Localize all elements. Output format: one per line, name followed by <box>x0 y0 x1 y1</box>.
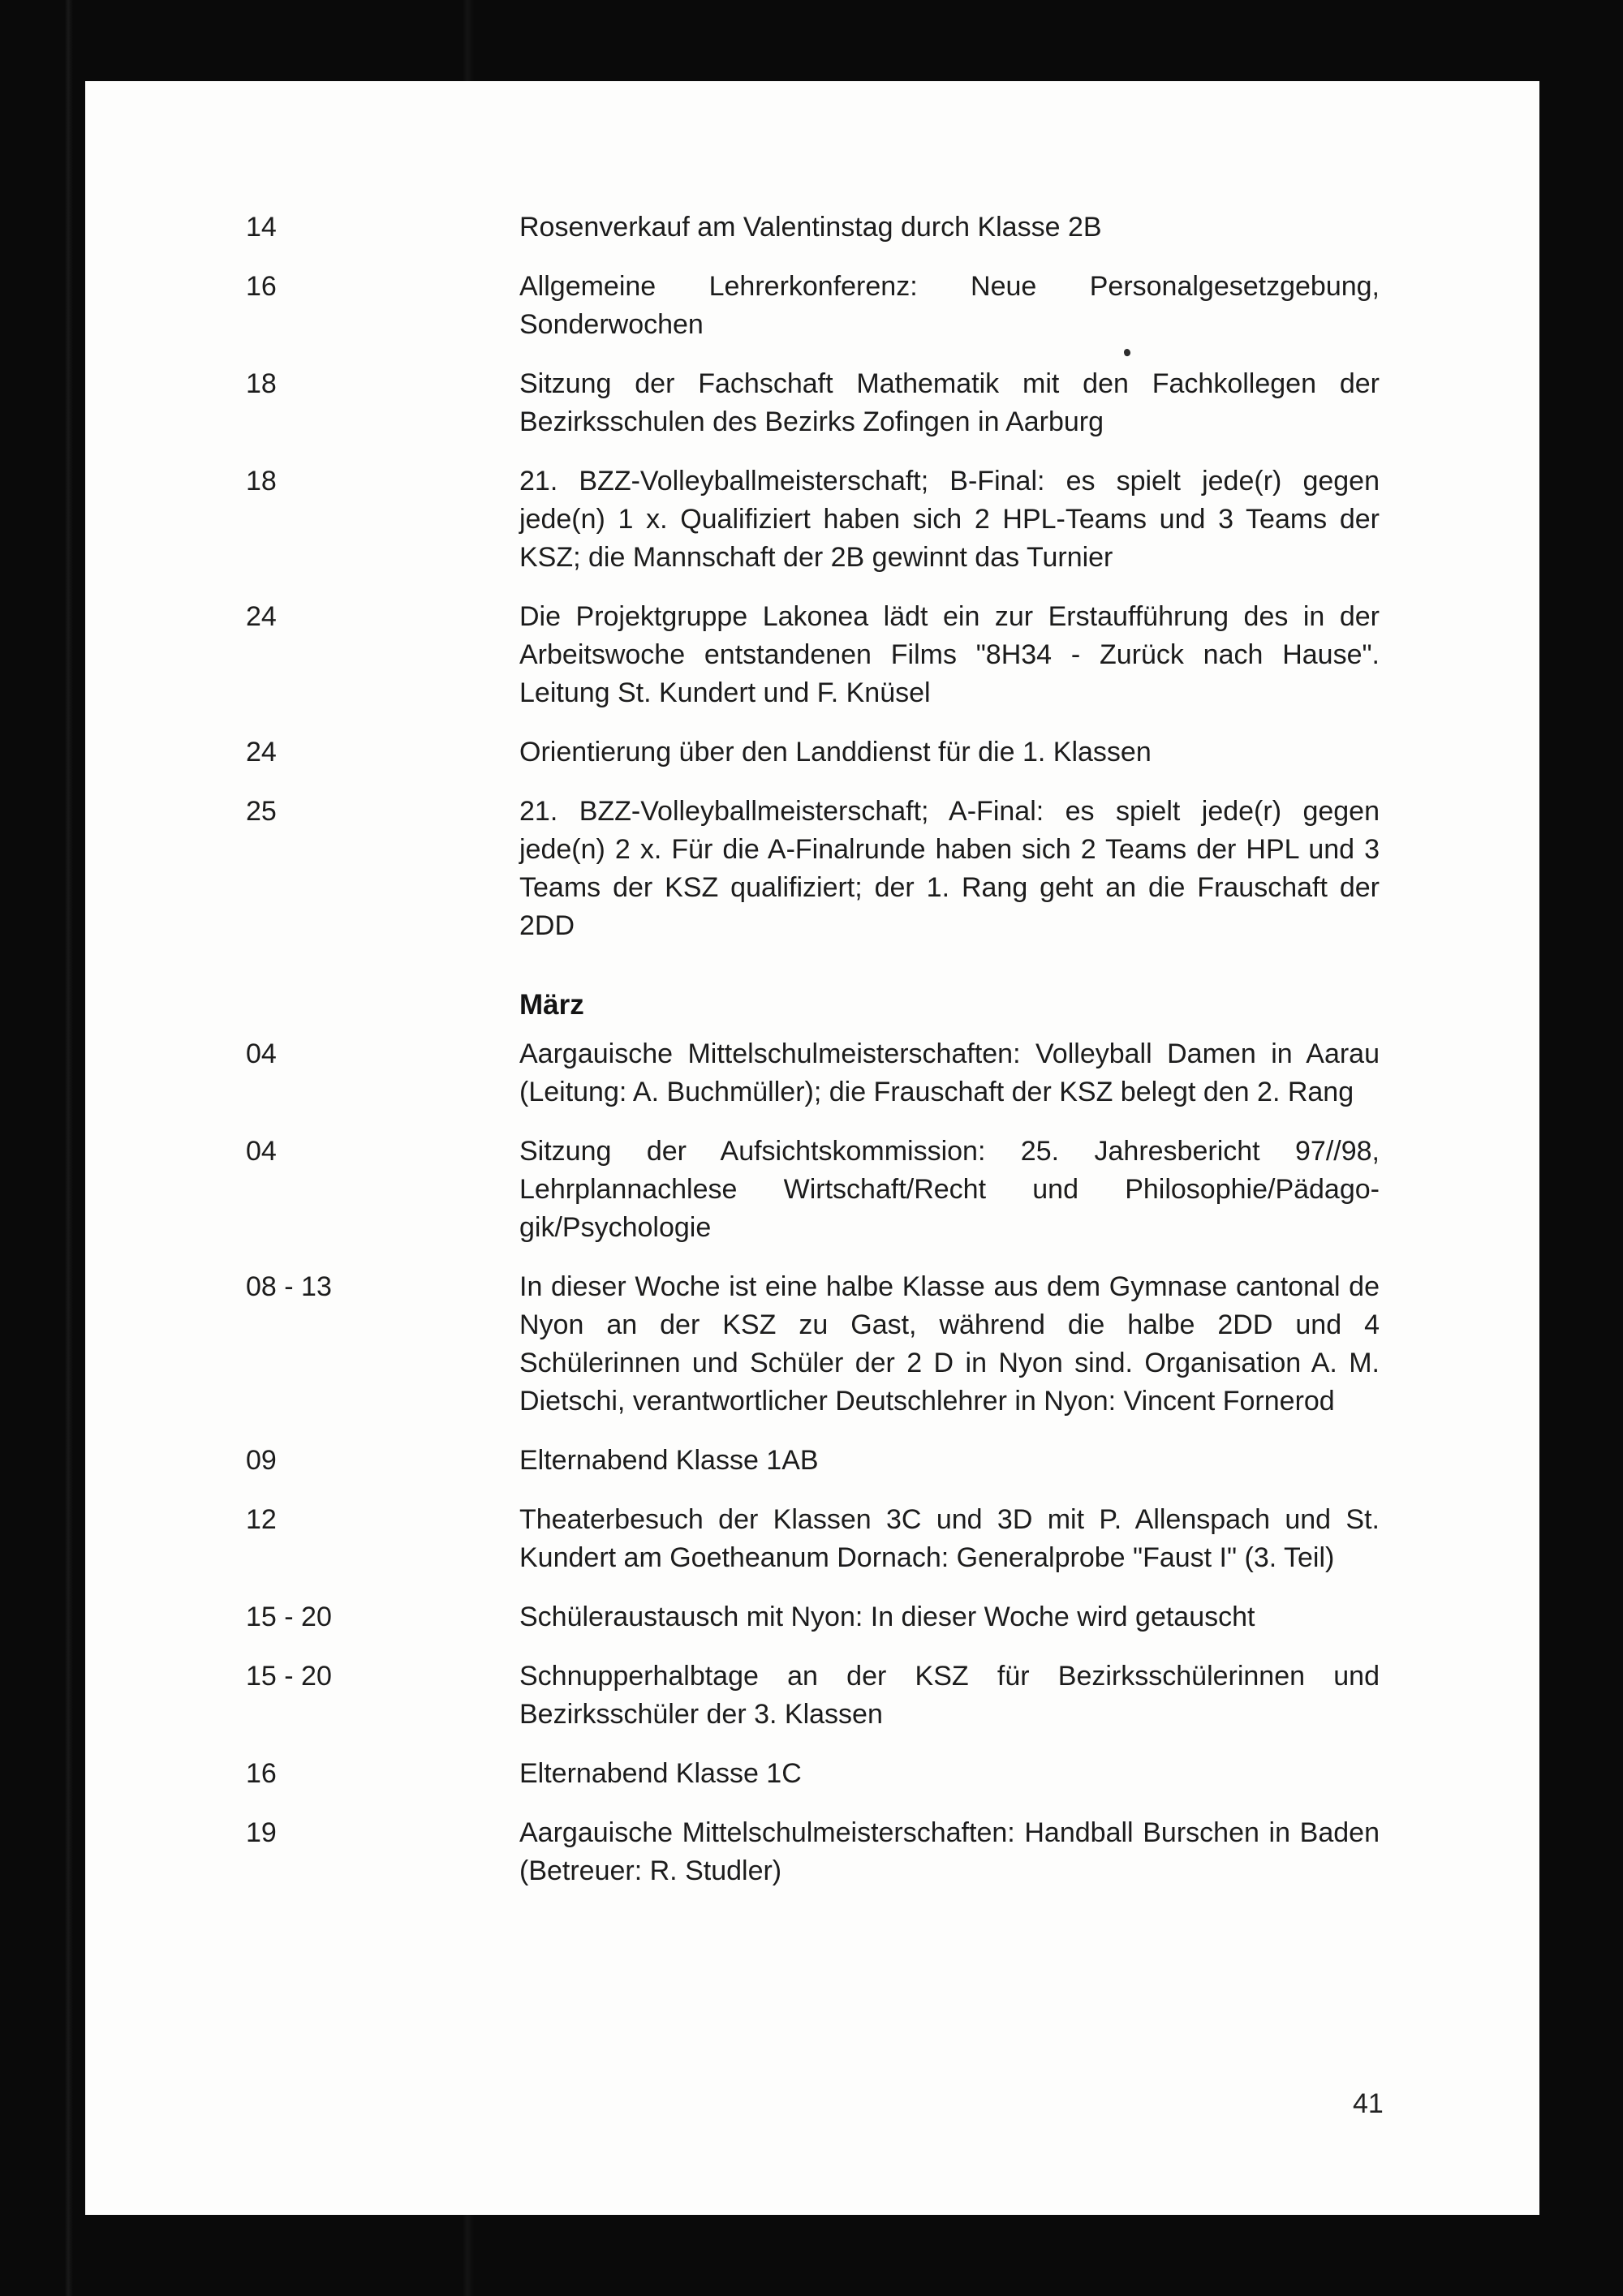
event-row <box>246 598 1384 712</box>
event-date: 15 - 20 <box>246 1602 332 1632</box>
event-date: 04 <box>246 1136 277 1167</box>
event-row <box>246 1133 1384 1247</box>
month-heading: März <box>519 989 584 1021</box>
event-row <box>246 365 1384 441</box>
event-description: Orientierung über den Landdienst für die 1. Klassen <box>519 737 1152 767</box>
event-date: 19 <box>246 1817 277 1848</box>
event-description: Aargauische Mittelschulmeisterschaften: Handball Burschen in Baden (Betreuer: R. Studler) <box>519 1817 1380 1886</box>
event-date: 25 <box>246 796 277 827</box>
event-row <box>246 1035 1384 1111</box>
event-row <box>246 462 1384 577</box>
event-date: 18 <box>246 368 277 399</box>
document-page <box>85 81 1539 2215</box>
event-description: Theaterbesuch der Klassen 3C und 3D mit P. Allenspach und St. Kundert am Goetheanum Dornach: Generalprobe "Faust I" (3. Teil) <box>519 1504 1380 1573</box>
event-row <box>246 1501 1384 1577</box>
event-date: 12 <box>246 1504 277 1535</box>
event-row <box>246 1268 1384 1421</box>
event-row <box>246 1658 1384 1734</box>
event-description: Sitzung der Aufsichtskommission: 25. Jahresbericht 97//98, Lehrplannachlese Wirtschaft/Recht und Philosophie/Pädagogik/Psychologie <box>519 1136 1380 1243</box>
event-date: 18 <box>246 466 277 497</box>
event-date: 09 <box>246 1445 277 1476</box>
event-row <box>246 268 1384 344</box>
event-date: 16 <box>246 1758 277 1789</box>
event-description: Aargauische Mittelschulmeisterschaften: Volleyball Damen in Aarau (Leitung: A. Buchmüller); die Frauschaft der KSZ belegt den 2. Rang <box>519 1038 1380 1107</box>
page-number: 41 <box>1353 2088 1384 2119</box>
event-date: 15 - 20 <box>246 1661 332 1692</box>
event-row <box>246 1814 1384 1890</box>
event-row <box>246 209 1384 247</box>
event-date: 04 <box>246 1038 277 1069</box>
event-description: Allgemeine Lehrerkonferenz: Neue Personalgesetzgebung, Sonderwochen <box>519 271 1380 340</box>
event-row <box>246 1755 1384 1793</box>
event-description: Elternabend Klasse 1C <box>519 1758 802 1789</box>
event-date: 16 <box>246 271 277 302</box>
event-description: Schüleraustausch mit Nyon: In dieser Woche wird getauscht <box>519 1602 1255 1632</box>
event-list <box>246 209 1384 1911</box>
event-description: In dieser Woche ist eine halbe Klasse aus dem Gymnase cantonal de Nyon an der KSZ zu Gast, während die halbe 2DD und 4 Schülerinnen und Schüler der 2 D in Nyon sind. Organisation A. M. Dietschi, verantwortlicher Deutschlehrer in Nyon: Vincent Fornerod <box>519 1271 1380 1417</box>
event-row <box>246 1442 1384 1480</box>
event-row <box>246 733 1384 772</box>
event-description: 21. BZZ-Volleyballmeisterschaft; B-Final: es spielt jede(r) gegen jede(n) 1 x. Qualifiziert haben sich 2 HPL-Teams und 3 Teams der KSZ; die Mannschaft der 2B gewinnt das Turnier <box>519 466 1380 573</box>
event-row <box>246 793 1384 945</box>
event-description: Rosenverkauf am Valentinstag durch Klasse 2B <box>519 212 1102 243</box>
event-description: 21. BZZ-Volleyballmeisterschaft; A-Final: es spielt jede(r) gegen jede(n) 2 x. Für die A-Finalrunde haben sich 2 Teams der HPL und 3 Teams der KSZ qualifiziert; der 1. Rang geht an die Frauschaft der 2DD <box>519 796 1380 941</box>
event-description: Schnupperhalbtage an der KSZ für Bezirksschülerinnen und Bezirksschüler der 3. Klassen <box>519 1661 1380 1730</box>
event-date: 14 <box>246 212 277 243</box>
event-date: 08 - 13 <box>246 1271 332 1302</box>
event-row <box>246 1598 1384 1636</box>
event-description: Elternabend Klasse 1AB <box>519 1445 819 1476</box>
event-description: Sitzung der Fachschaft Mathematik mit den Fachkollegen der Bezirksschulen des Bezirks Zofingen in Aarburg <box>519 368 1380 437</box>
event-description: Die Projektgruppe Lakonea lädt ein zur Erstaufführung des in der Arbeitswoche entstandenen Films "8H34 - Zurück nach Hause". Leitung St. Kundert und F. Knüsel <box>519 601 1380 708</box>
event-date: 24 <box>246 737 277 767</box>
event-date: 24 <box>246 601 277 632</box>
